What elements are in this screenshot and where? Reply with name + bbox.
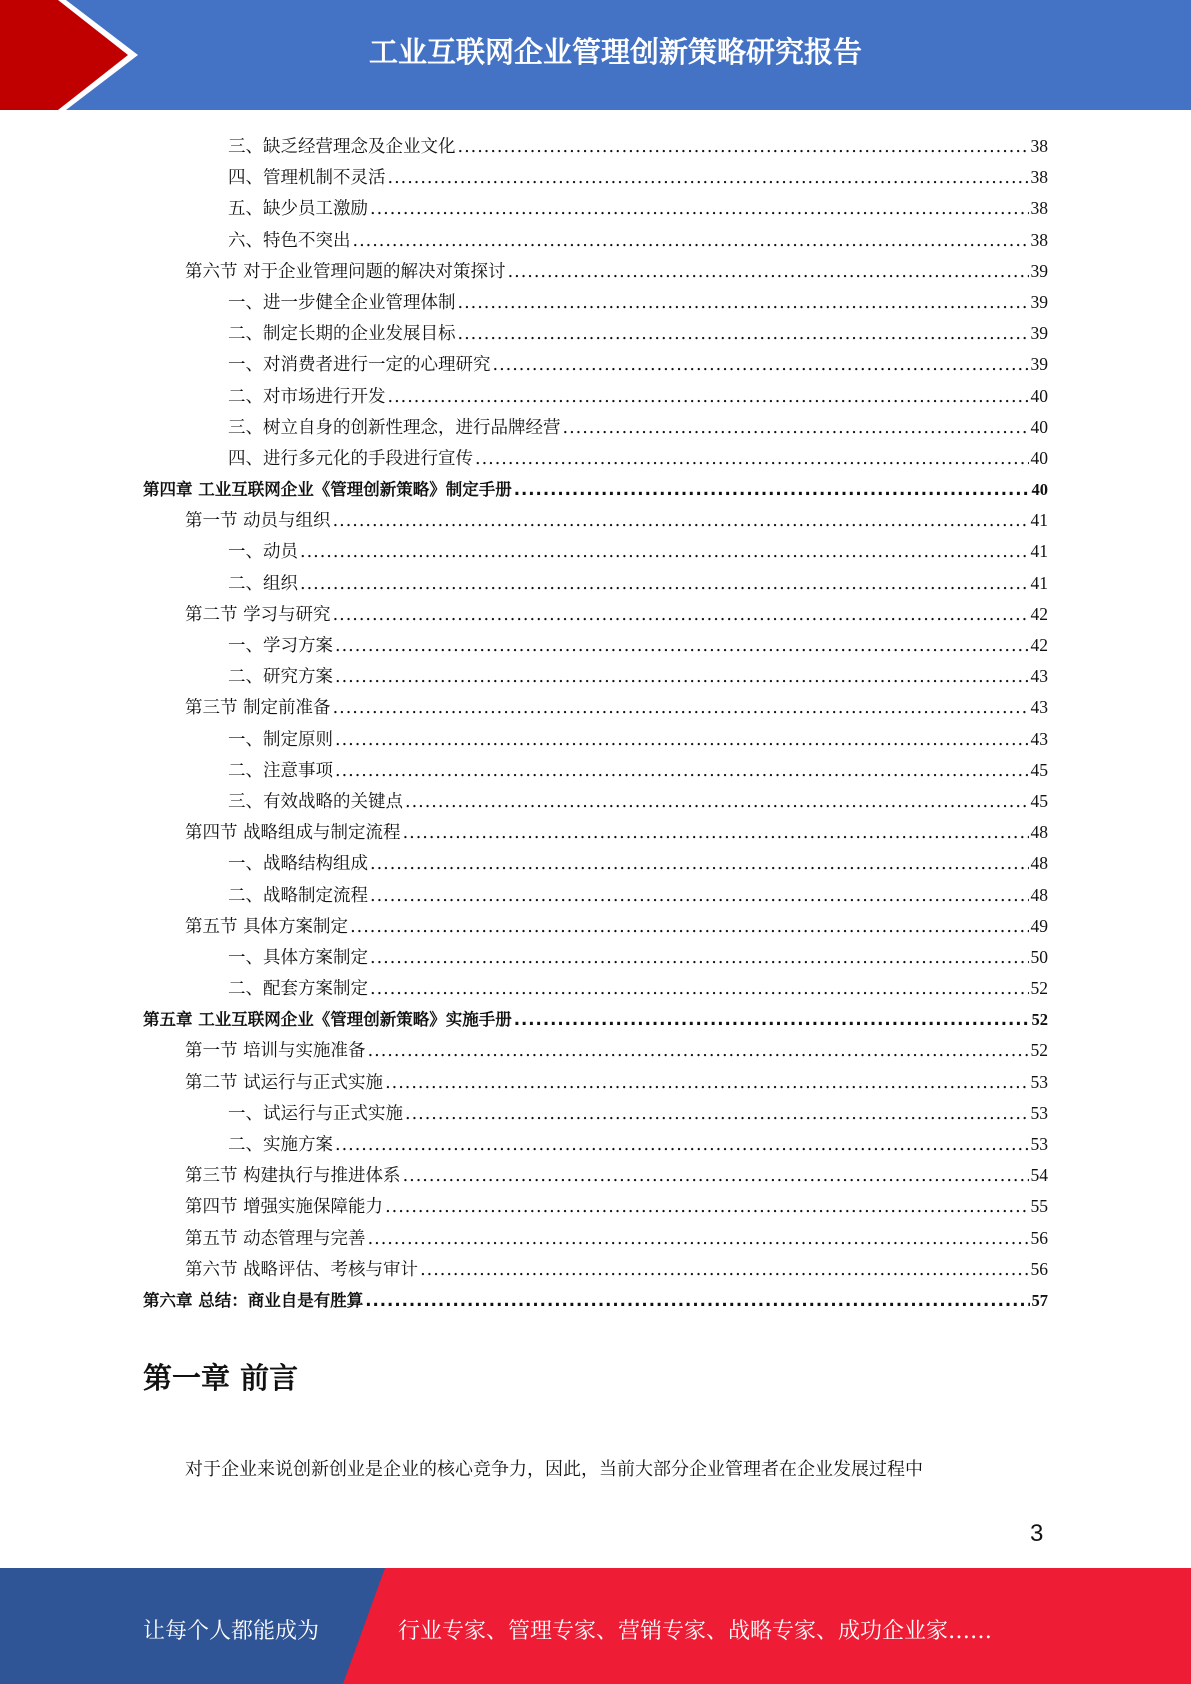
toc-entry[interactable]: [143, 724, 1048, 755]
toc-entry-title: 第一节 动员与组织: [185, 511, 331, 532]
toc-leader-dots: [458, 288, 1029, 319]
toc-entry[interactable]: [143, 817, 1048, 848]
toc-entry-title: 二、组织: [228, 573, 298, 594]
toc-entry[interactable]: [143, 193, 1048, 224]
page-number: 3: [1030, 1520, 1044, 1547]
toc-entry-page: 57: [1031, 1290, 1048, 1310]
toc-entry-title: 一、对消费者进行一定的心理研究: [228, 355, 491, 376]
toc-entry-page: 43: [1030, 697, 1048, 718]
toc-entry-page: 56: [1030, 1227, 1048, 1248]
toc-entry[interactable]: [143, 661, 1048, 692]
toc-entry-title: 第五节 具体方案制定: [185, 916, 349, 937]
chapter-heading: 第一章 前言: [143, 1361, 299, 1395]
toc-leader-dots: [368, 1036, 1029, 1067]
toc-entry[interactable]: [143, 880, 1048, 911]
toc-leader-dots: [514, 474, 1030, 505]
toc-entry[interactable]: [143, 1223, 1048, 1254]
toc-entry-page: 50: [1030, 946, 1048, 967]
document-title: 工业互联网企业管理创新策略研究报告: [368, 35, 862, 69]
toc-entry-page: 48: [1030, 853, 1048, 874]
toc-entry-title: 第六章 总结：商业自是有胜算: [143, 1290, 364, 1310]
toc-entry-page: 43: [1030, 728, 1048, 749]
toc-entry[interactable]: [143, 131, 1048, 162]
toc-entry-title: 第五节 动态管理与完善: [185, 1228, 366, 1249]
toc-entry[interactable]: [143, 942, 1048, 973]
toc-entry-title: 一、学习方案: [228, 636, 333, 656]
toc-entry-title: 二、战略制定流程: [228, 885, 368, 906]
toc-entry-page: 48: [1030, 884, 1048, 905]
toc-entry-page: 54: [1030, 1165, 1048, 1186]
toc-entry[interactable]: [143, 536, 1048, 567]
toc-entry[interactable]: [143, 786, 1048, 817]
toc-entry-title: 第三节 构建执行与推进体系: [185, 1166, 401, 1187]
toc-entry-title: 第四节 战略组成与制定流程: [185, 823, 401, 844]
toc-entry-page: 41: [1030, 572, 1048, 593]
toc-entry[interactable]: [143, 911, 1048, 942]
toc-entry-page: 56: [1030, 1258, 1048, 1279]
toc-entry-page: 40: [1030, 385, 1048, 406]
toc-entry[interactable]: [143, 599, 1048, 630]
toc-entry-title: 第四节 增强实施保障能力: [185, 1197, 384, 1218]
toc-entry[interactable]: [143, 256, 1048, 287]
toc-entry-title: 二、研究方案: [228, 667, 333, 688]
toc-entry[interactable]: [143, 1098, 1048, 1129]
toc-entry-title: 一、制定原则: [228, 729, 333, 750]
toc-leader-dots: [335, 725, 1029, 756]
toc-leader-dots: [350, 912, 1028, 943]
toc-entry-page: 42: [1030, 635, 1048, 655]
toc-entry-page: 41: [1030, 541, 1048, 562]
toc-leader-dots: [385, 1192, 1028, 1223]
toc-entry-page: 39: [1030, 291, 1048, 312]
toc-entry-title: 第二节 学习与研究: [185, 604, 331, 625]
toc-entry-page: 53: [1030, 1071, 1048, 1092]
toc-entry-title: 二、实施方案: [228, 1135, 333, 1155]
toc-entry[interactable]: [143, 755, 1048, 786]
body-paragraph: 对于企业来说创新创业是企业的核心竞争力，因此，当前大部分企业管理者在企业发展过程中: [185, 1459, 923, 1480]
toc-entry-page: 45: [1030, 790, 1048, 811]
toc-leader-dots: [475, 444, 1029, 475]
toc-entry[interactable]: [143, 1191, 1048, 1222]
toc-entry-title: 一、具体方案制定: [228, 947, 368, 968]
toc-leader-dots: [300, 537, 1029, 568]
toc-leader-dots: [403, 818, 1029, 849]
toc-entry-title: 第五章 工业互联网企业《管理创新策略》实施手册: [143, 1010, 512, 1030]
toc-leader-dots: [420, 1255, 1028, 1286]
toc-entry[interactable]: [143, 443, 1048, 474]
toc-entry[interactable]: [143, 1067, 1048, 1098]
toc-entry-title: 四、管理机制不灵活: [228, 168, 386, 189]
toc-leader-dots: [508, 257, 1029, 288]
toc-leader-dots: [563, 413, 1029, 444]
toc-leader-dots: [403, 1161, 1029, 1192]
toc-leader-dots: [388, 382, 1029, 413]
toc-entry[interactable]: [143, 505, 1048, 536]
toc-entry-page: 53: [1030, 1134, 1048, 1154]
toc-entry-page: 52: [1030, 978, 1048, 999]
toc-entry[interactable]: [143, 318, 1048, 349]
toc-entry-title: 三、缺乏经营理念及企业文化: [228, 137, 456, 157]
toc-leader-dots: [493, 350, 1029, 381]
toc-entry-page: 41: [1030, 510, 1048, 531]
toc-entry[interactable]: [143, 848, 1048, 879]
toc-leader-dots: [333, 506, 1029, 537]
toc-leader-dots: [388, 163, 1029, 194]
toc-entry-page: 55: [1030, 1196, 1048, 1217]
toc-entry-page: 39: [1030, 323, 1048, 344]
toc-leader-dots: [370, 881, 1029, 912]
toc-entry[interactable]: [143, 1035, 1048, 1066]
toc-leader-dots: [405, 1099, 1029, 1130]
toc-leader-dots: [335, 756, 1029, 787]
toc-entry[interactable]: [143, 973, 1048, 1004]
toc-entry-title: 三、有效战略的关键点: [228, 791, 403, 812]
toc-leader-dots: [300, 569, 1029, 600]
toc-entry-title: 一、试运行与正式实施: [228, 1103, 403, 1124]
toc-entry[interactable]: [143, 1160, 1048, 1191]
toc-leader-dots: [385, 1068, 1028, 1099]
toc-entry-page: 39: [1030, 354, 1048, 375]
toc-entry-title: 第六节 对于企业管理问题的解决对策探讨: [185, 261, 506, 282]
toc-entry-page: 38: [1030, 167, 1048, 188]
toc-entry-page: 42: [1030, 603, 1048, 624]
toc-entry-page: 38: [1030, 198, 1048, 219]
toc-entry-title: 四、进行多元化的手段进行宣传: [228, 448, 473, 469]
toc-entry-page: 48: [1030, 822, 1048, 843]
toc-leader-dots: [370, 194, 1029, 225]
toc-entry-page: 45: [1030, 759, 1048, 780]
toc-entry[interactable]: [143, 1254, 1048, 1285]
toc-entry-title: 第二节 试运行与正式实施: [185, 1072, 384, 1093]
toc-entry-title: 二、对市场进行开发: [228, 386, 386, 407]
toc-leader-dots: [335, 631, 1029, 662]
toc-entry[interactable]: [143, 568, 1048, 599]
page-footer: [0, 1568, 1191, 1684]
toc-entry-page: 40: [1031, 480, 1048, 500]
toc-entry-title: 一、战略结构组成: [228, 854, 368, 875]
toc-entry-title: 二、注意事项: [228, 760, 333, 781]
toc-entry-page: 40: [1030, 447, 1048, 468]
footer-slogan-right: 行业专家、管理专家、营销专家、战略专家、成功企业家……: [398, 1619, 993, 1644]
toc-leader-dots: [370, 974, 1029, 1005]
toc-entry-title: 一、动员: [228, 542, 298, 563]
toc-entry-title: 五、缺少员工激励: [228, 199, 368, 220]
page-header: [0, 0, 1191, 110]
toc-leader-dots: [333, 600, 1029, 631]
toc-entry[interactable]: [143, 412, 1048, 443]
toc-entry[interactable]: [143, 630, 1048, 661]
toc-entry[interactable]: [143, 225, 1048, 256]
toc-entry-page: 52: [1030, 1040, 1048, 1061]
toc-entry-title: 六、特色不突出: [228, 230, 351, 251]
toc-leader-dots: [353, 226, 1029, 257]
toc-leader-dots: [370, 849, 1029, 880]
toc-leader-dots: [370, 943, 1029, 974]
toc-entry-page: 52: [1031, 1010, 1048, 1030]
toc-leader-dots: [333, 693, 1029, 724]
toc-leader-dots: [405, 787, 1029, 818]
toc-entry[interactable]: [143, 692, 1048, 723]
toc-entry[interactable]: [143, 1004, 1048, 1035]
toc-entry-page: 38: [1030, 136, 1048, 156]
toc-leader-dots: [368, 1224, 1029, 1255]
toc-entry[interactable]: [143, 349, 1048, 380]
toc-entry-page: 43: [1030, 666, 1048, 687]
toc-entry-title: 二、制定长期的企业发展目标: [228, 324, 456, 345]
toc-leader-dots: [335, 1130, 1029, 1161]
toc-leader-dots: [514, 1004, 1030, 1035]
toc-entry-title: 第六节 战略评估、考核与审计: [185, 1259, 419, 1280]
toc-entry-title: 第四章 工业互联网企业《管理创新策略》制定手册: [143, 480, 512, 500]
toc-leader-dots: [365, 1285, 1029, 1316]
table-of-contents: [143, 131, 1048, 1316]
toc-entry-title: 三、树立自身的创新性理念，进行品牌经营: [228, 417, 561, 438]
toc-entry-title: 二、配套方案制定: [228, 979, 368, 1000]
toc-entry[interactable]: [143, 287, 1048, 318]
toc-entry[interactable]: [143, 474, 1048, 505]
toc-entry-page: 40: [1030, 416, 1048, 437]
toc-entry-title: 第三节 制定前准备: [185, 698, 331, 719]
toc-leader-dots: [335, 662, 1029, 693]
toc-entry[interactable]: [143, 1129, 1048, 1160]
toc-entry[interactable]: [143, 162, 1048, 193]
toc-entry-title: 第一节 培训与实施准备: [185, 1041, 366, 1062]
toc-entry[interactable]: [143, 1285, 1048, 1316]
toc-entry[interactable]: [143, 381, 1048, 412]
toc-entry-title: 一、进一步健全企业管理体制: [228, 292, 456, 313]
toc-entry-page: 39: [1030, 260, 1048, 281]
toc-entry-page: 49: [1030, 915, 1048, 936]
toc-leader-dots: [458, 132, 1029, 163]
toc-leader-dots: [458, 319, 1029, 350]
toc-entry-page: 53: [1030, 1102, 1048, 1123]
footer-slogan-left: 让每个人都能成为: [143, 1619, 320, 1644]
toc-entry-page: 38: [1030, 229, 1048, 250]
